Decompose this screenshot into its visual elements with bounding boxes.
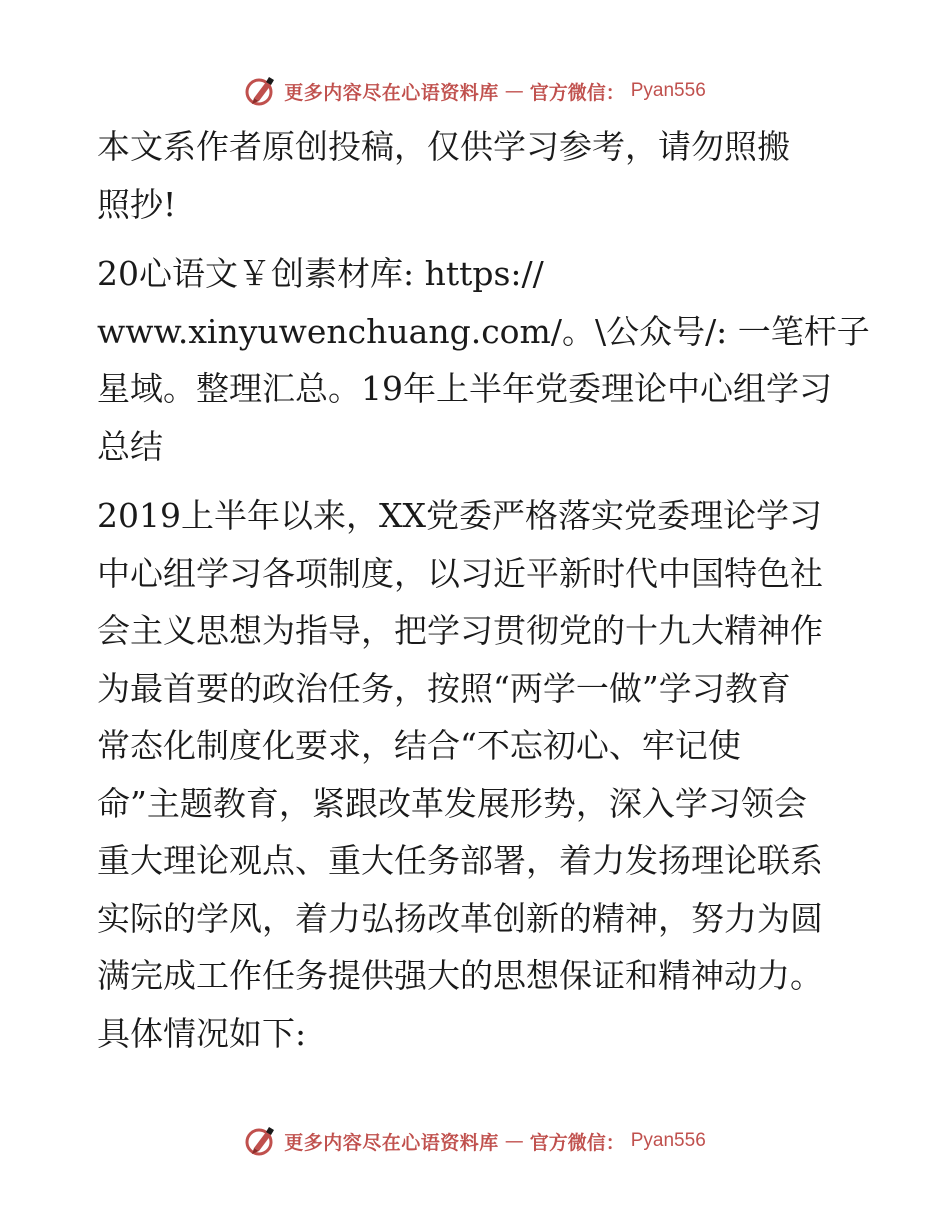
banner-separator: — — [504, 1130, 524, 1152]
text-line: 照抄! — [97, 184, 177, 224]
header-banner — [0, 71, 950, 111]
pen-logo-icon — [244, 1124, 278, 1158]
text-line: 本文系作者原创投稿，仅供学习参考，请勿照搬 — [97, 127, 790, 166]
banner-wechat-label: 官方微信： — [529, 1131, 625, 1154]
text-line: 重大理论观点、重大任务部署，着力发扬理论联系 — [97, 841, 823, 880]
banner-wechat-id: Pyan556 — [630, 1130, 706, 1151]
text-line: 星域。整理汇总。19年上半年党委理论中心组学习 — [97, 369, 832, 408]
document-body — [97, 118, 870, 1062]
text-line: 20心语文￥创素材库: https:// — [97, 254, 544, 293]
text-line: 为最首要的政治任务，按照“两学一做”学习教育 — [97, 668, 791, 708]
text-line: 会主义思想为指导，把学习贯彻党的十九大精神作 — [97, 611, 823, 650]
text-line: 总结 — [97, 426, 163, 466]
text-line: 常态化制度化要求，结合“不忘初心、牢记使 — [97, 726, 741, 765]
banner-site-name: 更多内容尽在心语资料库 — [284, 1131, 499, 1154]
text-line: www.xinyuwenchuang.com/。\公众号/: 一笔杆子 — [97, 311, 870, 351]
banner-wechat-label: 官方微信： — [529, 81, 625, 104]
text-line: 中心组学习各项制度，以习近平新时代中国特色社 — [97, 553, 823, 593]
paragraph-source — [97, 245, 870, 475]
footer-banner — [0, 1121, 950, 1161]
text-line: 命”主题教育，紧跟改革发展形势，深入学习领会 — [97, 783, 807, 823]
banner-wechat-id: Pyan556 — [630, 80, 706, 101]
text-line: 具体情况如下: — [97, 1013, 307, 1053]
banner-site-name: 更多内容尽在心语资料库 — [284, 81, 499, 104]
paragraph-disclaimer — [97, 118, 857, 233]
paragraph-summary — [97, 487, 857, 1062]
text-line: 2019上半年以来，XX党委严格落实党委理论学习 — [97, 496, 822, 535]
pen-logo-icon — [244, 74, 278, 108]
text-line: 实际的学风，着力弘扬改革创新的精神，努力为圆 — [97, 898, 823, 938]
text-line: 满完成工作任务提供强大的思想保证和精神动力。 — [97, 956, 823, 995]
banner-separator: — — [504, 80, 524, 102]
